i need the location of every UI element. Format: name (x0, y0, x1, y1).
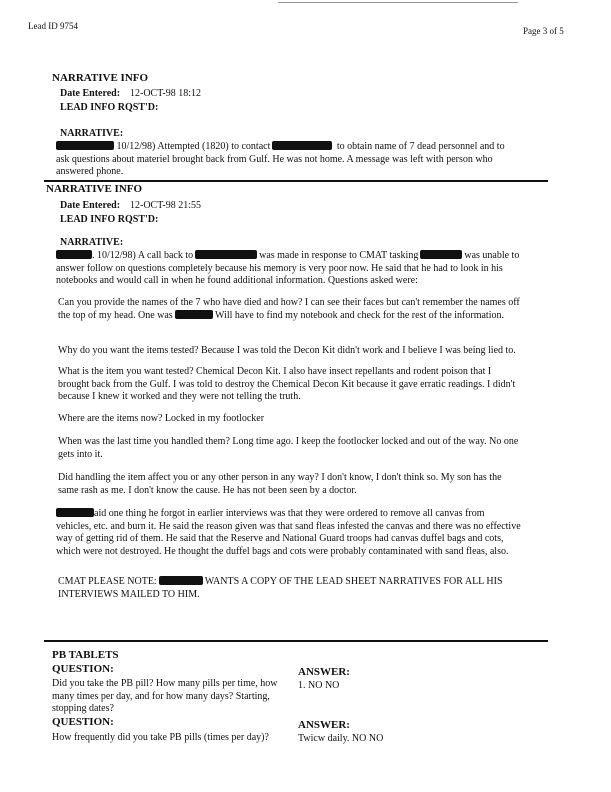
narrative-paragraph: What is the item you want tested? Chemical Decon Kit. I also have insect repellants and rodent poison that I brought back from the Gulf. I was told to destroy the Chemical Decon Kit because it gave erratic readings. I didn't because I knew it worked and they were not telling the truth. (58, 366, 516, 403)
answer-text: 1. NO NO (298, 680, 340, 691)
narrative-paragraph: Where are the items now? Locked in my footlocker (58, 413, 265, 424)
narrative-paragraph: Did handling the item affect you or any other person in any way? I don't know, I don't think so. My son has the same rash as me. I don't know the cause. He has not been seen by a doctor. (58, 472, 502, 496)
answer-label: ANSWER: (298, 719, 350, 731)
redaction (175, 310, 213, 319)
redaction (56, 250, 92, 259)
question-label: QUESTION: (52, 663, 114, 675)
date-entered-label: Date Entered: (60, 88, 121, 99)
answer-text: Twicw daily. NO NO (298, 733, 384, 744)
question-text: Did you take the PB pill? How many pills per time, how many times per day, and for how many days? Starting, stopping dates? (52, 678, 278, 715)
divider (44, 180, 548, 182)
top-rule (278, 2, 518, 3)
narrative-paragraph: Why do you want the items tested? Because I was told the Decon Kit didn't work and I believe I was being lied to. (58, 345, 516, 356)
narrative-label: NARRATIVE: (60, 237, 124, 248)
narrative-paragraph: Can you provide the names of the 7 who have died and how? I can see their faces but can't remember the names off the top of my head. One was Will have to find my notebook and check for the rest of the information. (58, 297, 520, 321)
narrative-label: NARRATIVE: (60, 128, 124, 139)
narrative-paragraph: aid one thing he forgot in earlier interviews was that they were ordered to remove all canvas from vehicles, etc. and burn it. He said the reason given was that sand fleas infested the canvas and there was no effective way of getting rid of them. He said that the Reserve and National Guard troops had canvas duffel bags and cots, which were not destroyed. He thought the duffel bags and cots were probably contaminated with sand fleas, also. (56, 508, 521, 557)
redaction (195, 250, 257, 259)
question-label: QUESTION: (52, 716, 114, 728)
section-title: NARRATIVE INFO (46, 183, 143, 195)
narrative-text: 10/12/98) Attempted (1820) to contact to obtain name of 7 dead personnel and to ask questions about materiel brought back from Gulf. He was not home. A message was left with person who answered phone. (56, 141, 505, 178)
pb-tablets-title: PB TABLETS (52, 649, 119, 661)
lead-info-label: LEAD INFO RQST'D: (60, 214, 159, 225)
redaction (159, 576, 203, 585)
narrative-paragraph: CMAT PLEASE NOTE: WANTS A COPY OF THE LEAD SHEET NARRATIVES FOR ALL HIS INTERVIEWS MAILED TO HIM. (58, 576, 503, 600)
page-number: Page 3 of 5 (523, 26, 564, 36)
date-entered-label: Date Entered: (60, 200, 121, 211)
section-title: NARRATIVE INFO (52, 72, 149, 84)
date-entered-value: 12-OCT-98 21:55 (130, 200, 202, 211)
lead-id: Lead ID 9754 (28, 21, 78, 31)
narrative-paragraph: . 10/12/98) A call back to was made in response to CMAT tasking was unable to answer follow on questions completely because his memory is very poor now. He said that he had to look in his notebooks and would call in when he found additional information. Questions asked were: (56, 250, 520, 287)
question-text: How frequently did you take PB pills (times per day)? (52, 732, 269, 743)
divider (44, 640, 548, 642)
narrative-paragraph: When was the last time you handled them? Long time ago. I keep the footlocker locked and out of the way. No one gets into it. (58, 436, 519, 460)
redaction (420, 250, 462, 259)
answer-label: ANSWER: (298, 666, 350, 678)
redaction (56, 141, 114, 150)
redaction (272, 141, 332, 150)
lead-info-label: LEAD INFO RQST'D: (60, 102, 159, 113)
redaction (56, 508, 94, 517)
date-entered-value: 12-OCT-98 18:12 (130, 88, 202, 99)
